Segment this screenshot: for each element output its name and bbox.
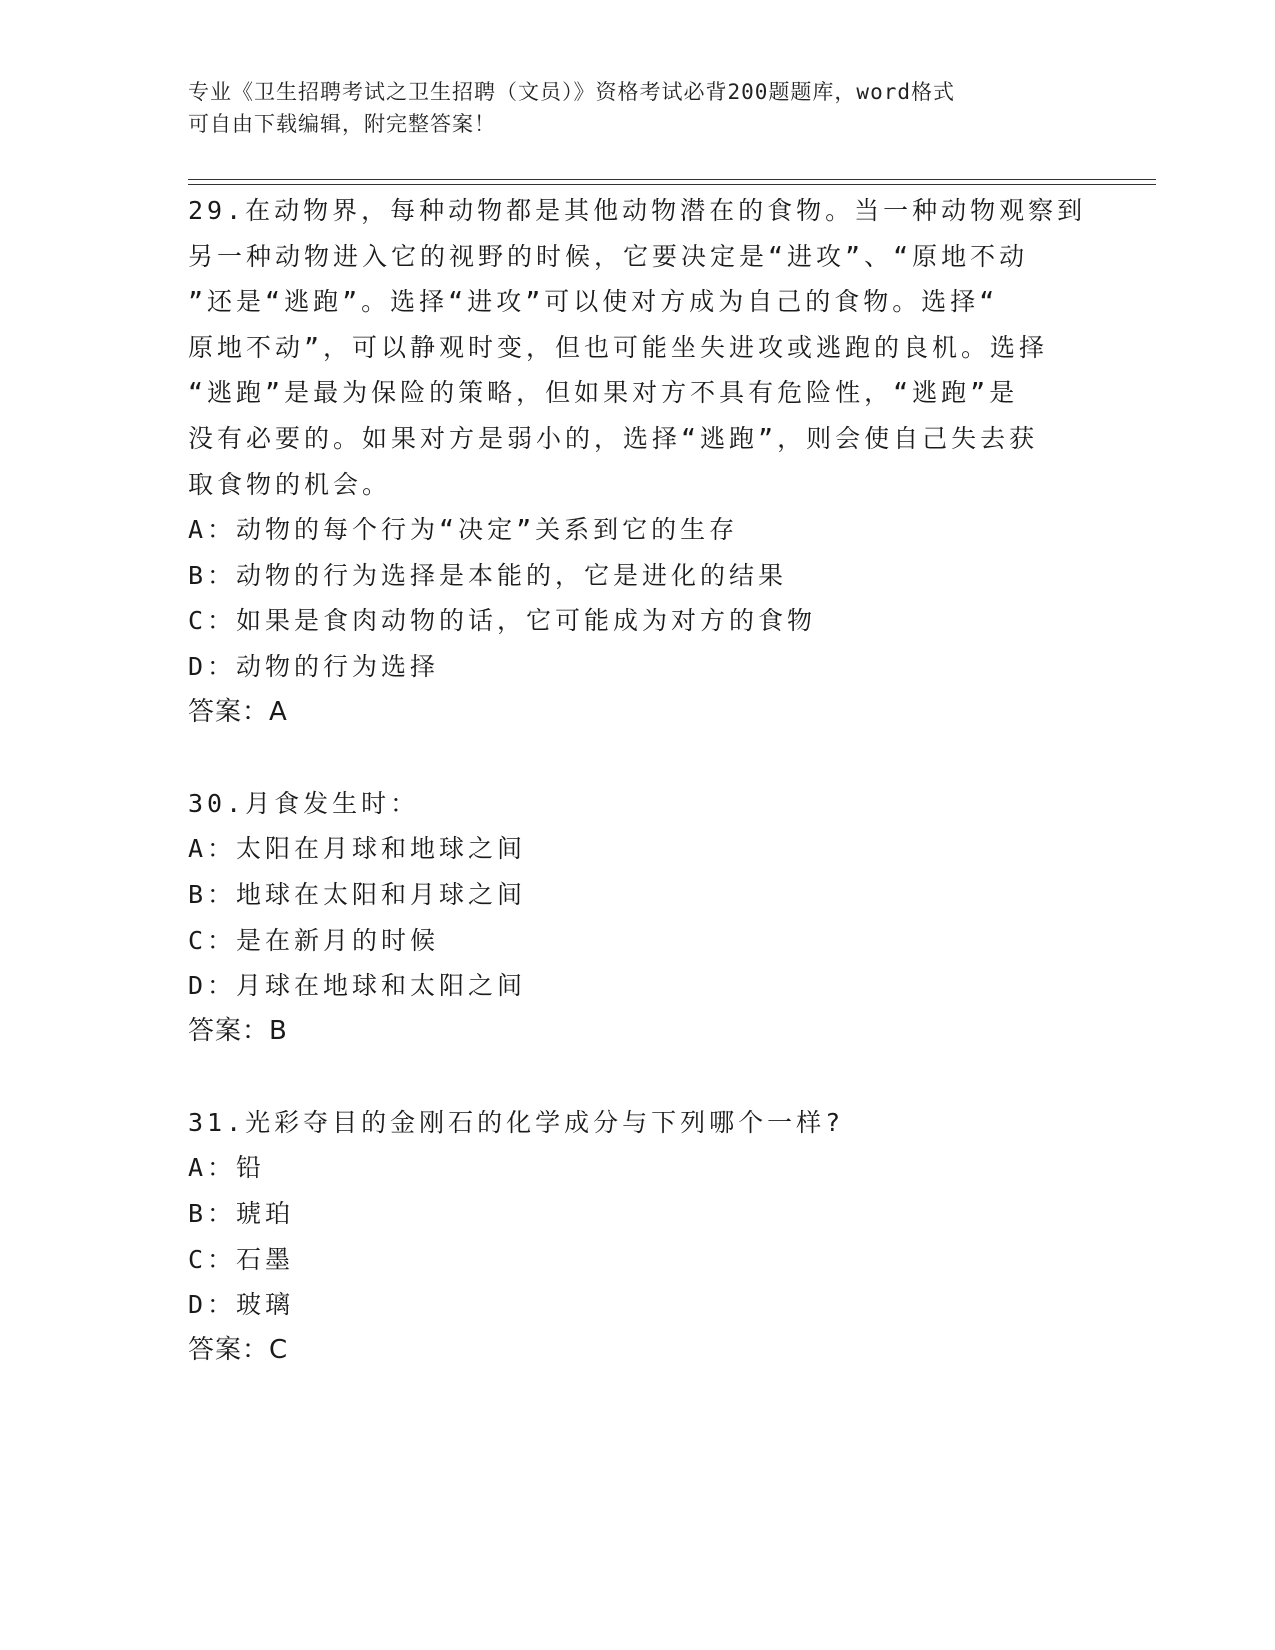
question-stem-line: 取食物的机会。: [188, 469, 392, 499]
question-stem-line: “逃跑”是最为保险的策略，但如果对方不具有危险性，“逃跑”是: [188, 378, 1019, 408]
question-29: [188, 188, 1088, 735]
document-header: [188, 76, 1088, 140]
answer-label: 答案：A: [188, 696, 288, 727]
option-a: A：铅: [188, 1153, 266, 1183]
question-stem-line: 30.月食发生时：: [188, 788, 420, 818]
answer-label: 答案：B: [188, 1015, 288, 1046]
option-d: D：玻璃: [188, 1290, 295, 1320]
question-stem-line: 另一种动物进入它的视野的时候，它要决定是“进攻”、“原地不动: [188, 241, 1029, 271]
option-c: C：石墨: [188, 1244, 295, 1274]
option-c: C：如果是食肉动物的话，它可能成为对方的食物: [188, 606, 817, 636]
question-list: [188, 188, 1088, 1373]
option-b: B：琥珀: [188, 1199, 295, 1229]
header-line-1: 专业《卫生招聘考试之卫生招聘（文员）》资格考试必背200题题库，word格式: [188, 80, 955, 104]
question-spacer: [188, 735, 1088, 781]
question-stem-line: 31.光彩夺目的金刚石的化学成分与下列哪个一样?: [188, 1107, 845, 1137]
question-30: [188, 781, 1088, 1055]
question-stem-line: ”还是“逃跑”。选择“进攻”可以使对方成为自己的食物。选择“: [188, 287, 999, 317]
question-stem-line: 原地不动”，可以静观时变，但也可能坐失进攻或逃跑的良机。选择: [188, 332, 1049, 362]
option-c: C：是在新月的时候: [188, 925, 440, 955]
header-divider-top: [188, 179, 1156, 180]
header-divider-bottom: [188, 184, 1156, 185]
option-b: B：地球在太阳和月球之间: [188, 879, 527, 909]
answer-label: 答案：C: [188, 1334, 289, 1365]
option-a: A：太阳在月球和地球之间: [188, 834, 527, 864]
question-stem-line: 没有必要的。如果对方是弱小的，选择“逃跑”，则会使自己失去获: [188, 423, 1039, 453]
question-stem-line: 29.在动物界，每种动物都是其他动物潜在的食物。当一种动物观察到: [188, 196, 1087, 225]
question-31: [188, 1100, 1088, 1374]
option-d: D：动物的行为选择: [188, 651, 440, 681]
question-spacer: [188, 1054, 1088, 1100]
option-b: B：动物的行为选择是本能的，它是进化的结果: [188, 560, 788, 590]
header-line-2: 可自由下载编辑，附完整答案！: [188, 112, 496, 136]
option-a: A：动物的每个行为“决定”关系到它的生存: [188, 515, 739, 545]
option-d: D：月球在地球和太阳之间: [188, 971, 527, 1001]
